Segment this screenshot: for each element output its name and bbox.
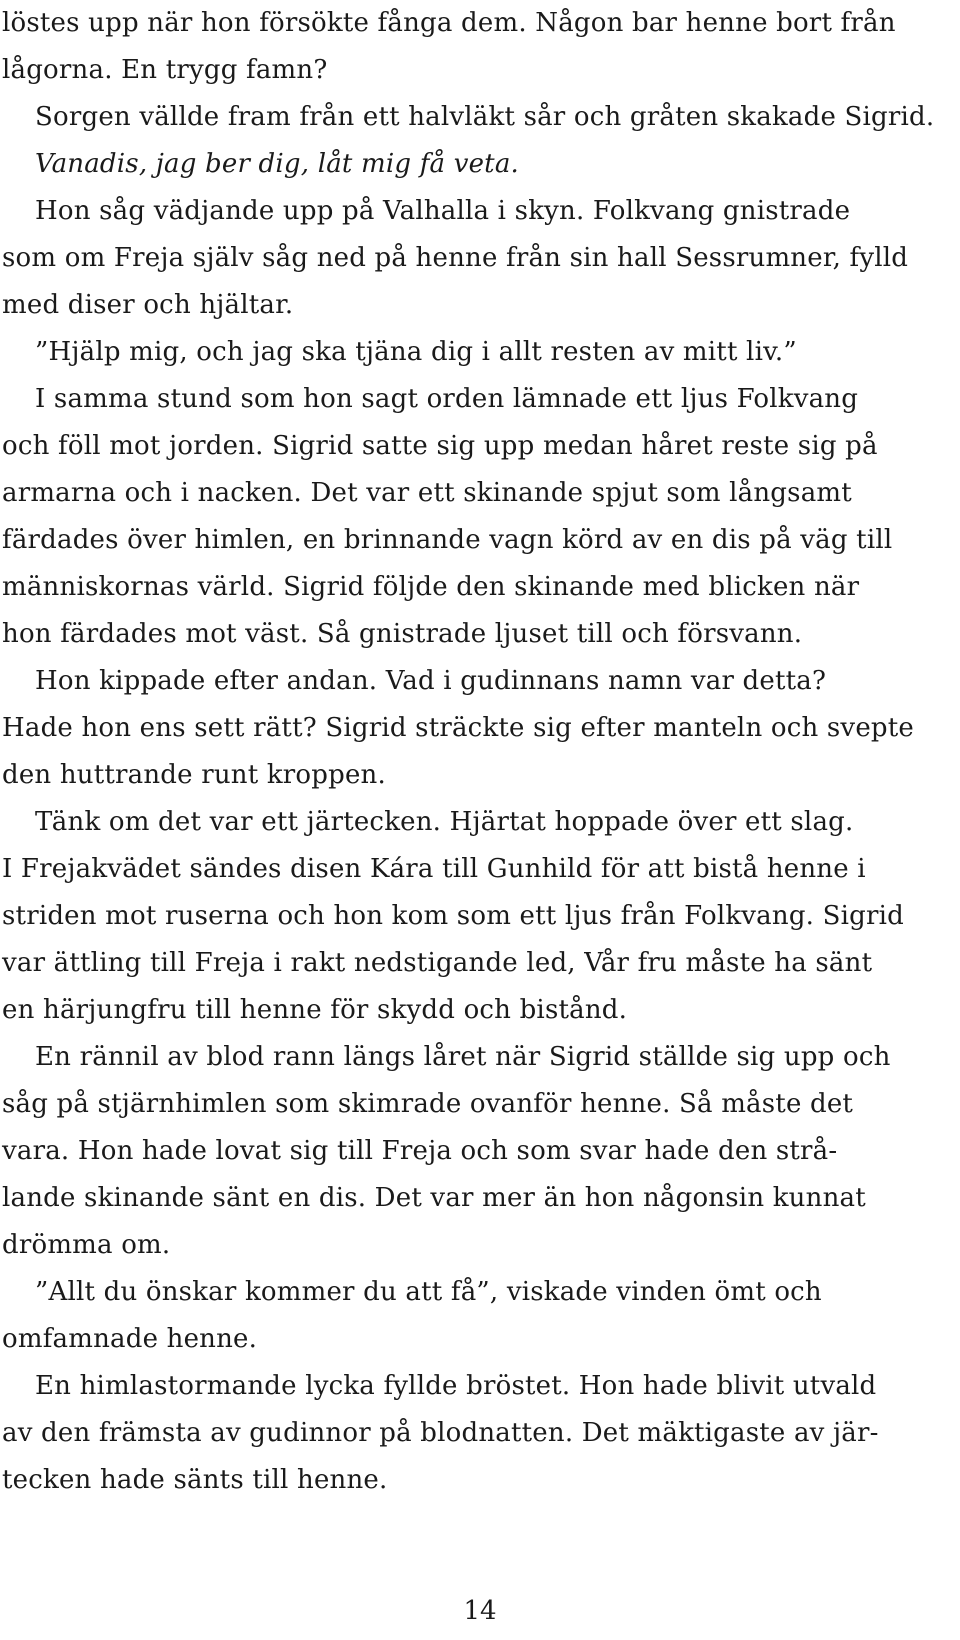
text-line: vara. Hon hade lovat sig till Freja och som svar hade den strå- [2, 1136, 838, 1166]
text-line-italic: Vanadis, jag ber dig, låt mig få veta. [35, 149, 519, 179]
text-line: I samma stund som hon sagt orden lämnade ett ljus Folkvang [35, 384, 859, 414]
text-line: I Frejakvädet sändes disen Kára till Gunhild för att bistå henne i [2, 854, 866, 884]
body-text [2, 0, 958, 1504]
text-line: med diser och hjältar. [2, 290, 294, 320]
text-line: Sorgen vällde fram från ett halvläkt sår och gråten skakade Sigrid. [35, 102, 935, 132]
text-line: Tänk om det var ett järtecken. Hjärtat hoppade över ett slag. [35, 807, 854, 837]
page-number: 14 [463, 1596, 497, 1626]
text-line: en härjungfru till henne för skydd och bistånd. [2, 995, 628, 1025]
text-line: Hon kippade efter andan. Vad i gudinnans namn var detta? [35, 666, 827, 696]
text-line: såg på stjärnhimlen som skimrade ovanför henne. Så måste det [2, 1089, 854, 1119]
text-line: av den främsta av gudinnor på blodnatten. Det mäktigaste av jär- [2, 1418, 879, 1448]
text-line: var ättling till Freja i rakt nedstigande led, Vår fru måste ha sänt [2, 948, 873, 978]
text-line: färdades över himlen, en brinnande vagn körd av en dis på väg till [2, 525, 893, 555]
text-line: lågorna. En trygg famn? [2, 55, 328, 85]
text-line: En himlastormande lycka fyllde bröstet. Hon hade blivit utvald [35, 1371, 877, 1401]
text-line: Hade hon ens sett rätt? Sigrid sträckte sig efter manteln och svepte [2, 713, 914, 743]
text-line: den huttrande runt kroppen. [2, 760, 386, 790]
text-line: En rännil av blod rann längs låret när Sigrid ställde sig upp och [35, 1042, 891, 1072]
text-line: som om Freja själv såg ned på henne från sin hall Sessrumner, fylld [2, 243, 909, 273]
text-line: ”Allt du önskar kommer du att få”, viskade vinden ömt och [35, 1277, 822, 1307]
text-line: omfamnade henne. [2, 1324, 258, 1354]
text-line: och föll mot jorden. Sigrid satte sig upp medan håret reste sig på [2, 431, 878, 461]
text-line: löstes upp när hon försökte fånga dem. Någon bar henne bort från [2, 8, 896, 38]
text-line: tecken hade sänts till henne. [2, 1465, 388, 1495]
text-line: människornas värld. Sigrid följde den skinande med blicken när [2, 572, 860, 602]
text-line: ”Hjälp mig, och jag ska tjäna dig i allt resten av mitt liv.” [35, 337, 797, 367]
text-line: drömma om. [2, 1230, 171, 1260]
text-line: armarna och i nacken. Det var ett skinande spjut som långsamt [2, 478, 852, 508]
text-line: hon färdades mot väst. Så gnistrade ljuset till och försvann. [2, 619, 803, 649]
text-line: lande skinande sänt en dis. Det var mer än hon någonsin kunnat [2, 1183, 866, 1213]
text-line: striden mot ruserna och hon kom som ett ljus från Folkvang. Sigrid [2, 901, 904, 931]
text-line: Hon såg vädjande upp på Valhalla i skyn. Folkvang gnistrade [35, 196, 851, 226]
